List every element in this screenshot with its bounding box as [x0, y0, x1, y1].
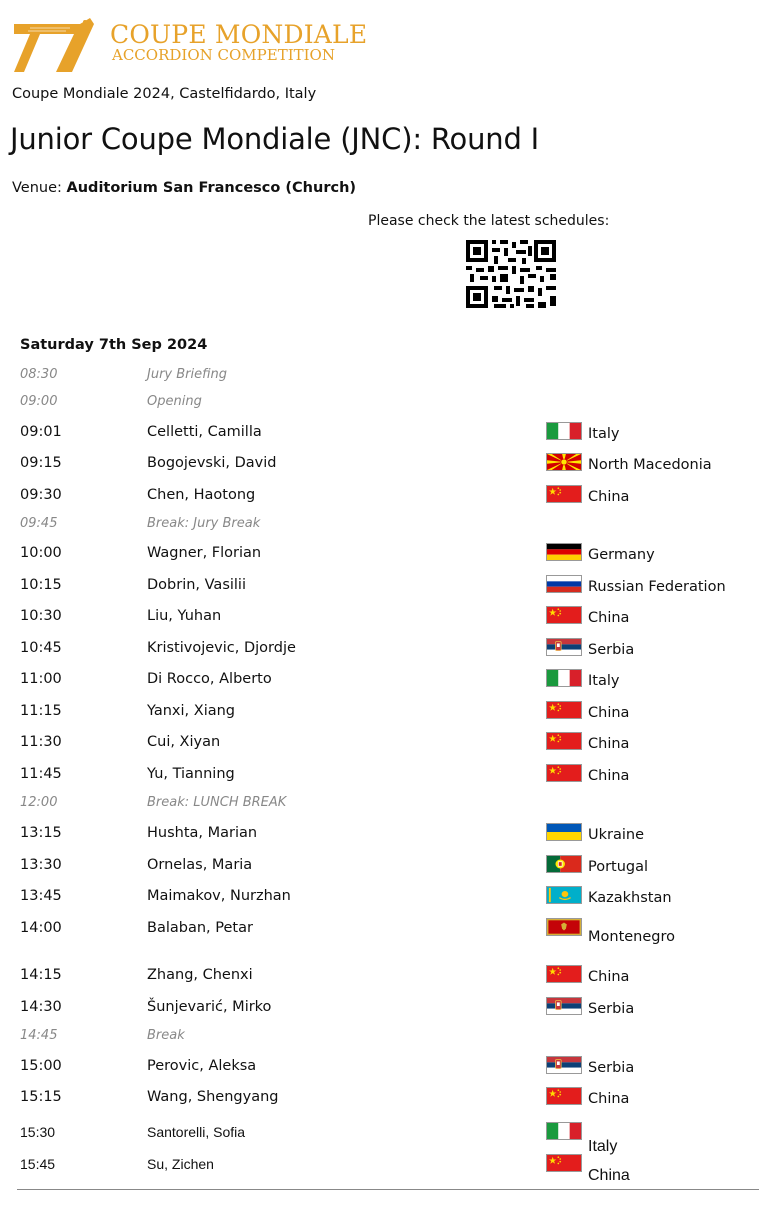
china-flag-icon — [546, 485, 582, 503]
performer-name: Yanxi, Xiang — [147, 703, 236, 719]
venue-label: Venue: — [12, 180, 62, 196]
performer-name: Wagner, Florian — [147, 545, 262, 561]
schedule-event-row — [0, 516, 760, 540]
venue-name: Auditorium San Francesco (Church) — [66, 180, 357, 196]
performer-row — [0, 920, 760, 944]
performer-row — [0, 577, 760, 601]
page-title: Junior Coupe Mondiale (JNC): Round I — [10, 122, 540, 156]
performer-row — [0, 671, 760, 695]
performer-row — [0, 703, 760, 727]
bottom-divider — [17, 1189, 759, 1190]
performer-name: Chen, Haotong — [147, 487, 256, 503]
performer-row — [0, 545, 760, 569]
performer-row — [0, 424, 760, 448]
performer-row — [0, 1156, 760, 1184]
kazakhstan-flag-icon — [546, 886, 582, 904]
accordion-logo-icon — [10, 14, 100, 72]
performer-name: Wang, Shengyang — [147, 1089, 279, 1105]
serbia-flag-icon — [546, 638, 582, 656]
performer-country: Italy — [588, 673, 620, 689]
china-flag-icon — [546, 701, 582, 719]
event-label: Jury Briefing — [147, 367, 228, 382]
competition-logo — [10, 14, 410, 72]
slot-time: 08:30 — [20, 367, 58, 382]
performer-row — [0, 487, 760, 511]
performer-row — [0, 455, 760, 479]
event-label: Opening — [147, 394, 202, 409]
russia-flag-icon — [546, 575, 582, 593]
slot-time: 10:30 — [20, 608, 62, 624]
china-flag-icon — [546, 764, 582, 782]
performer-country: Montenegro — [588, 929, 676, 945]
performer-country: Italy — [588, 426, 620, 442]
performer-name: Balaban, Petar — [147, 920, 253, 936]
montenegro-flag-icon — [546, 918, 582, 936]
performer-row — [0, 1058, 760, 1082]
slot-time: 14:00 — [20, 920, 62, 936]
performer-name: Zhang, Chenxi — [147, 967, 253, 983]
slot-time: 10:45 — [20, 640, 62, 656]
italy-flag-icon — [546, 1122, 582, 1140]
performer-country: Germany — [588, 547, 655, 563]
performer-country: China — [588, 1091, 630, 1107]
italy-flag-icon — [546, 669, 582, 687]
slot-time: 11:15 — [20, 703, 62, 719]
slot-time: 10:00 — [20, 545, 62, 561]
schedule-day: Saturday 7th Sep 2024 — [20, 337, 208, 353]
performer-name: Liu, Yuhan — [147, 608, 222, 624]
edition-line: Coupe Mondiale 2024, Castelfidardo, Italy — [12, 86, 317, 102]
slot-time: 15:15 — [20, 1089, 62, 1105]
performer-name: Santorelli, Sofia — [147, 1124, 246, 1140]
performer-country: North Macedonia — [588, 457, 712, 473]
slot-time: 15:45 — [20, 1156, 56, 1172]
china-flag-icon — [546, 965, 582, 983]
performer-name: Yu, Tianning — [147, 766, 235, 782]
slot-time: 12:00 — [20, 795, 58, 810]
slot-time: 13:45 — [20, 888, 62, 904]
performer-country: Serbia — [588, 1060, 635, 1076]
performer-country: Italy — [588, 1138, 618, 1155]
slot-time: 09:30 — [20, 487, 62, 503]
schedule-event-row — [0, 367, 760, 391]
performer-name: Kristivojevic, Djordje — [147, 640, 296, 656]
performer-row — [0, 967, 760, 991]
performer-country: China — [588, 969, 630, 985]
north-macedonia-flag-icon — [546, 453, 582, 471]
performer-country: Serbia — [588, 1001, 635, 1017]
slot-time: 15:00 — [20, 1058, 62, 1074]
performer-name: Cui, Xiyan — [147, 734, 221, 750]
germany-flag-icon — [546, 543, 582, 561]
performer-row — [0, 1124, 760, 1155]
performer-row — [0, 999, 760, 1023]
slot-time: 14:45 — [20, 1028, 58, 1043]
performer-row — [0, 1089, 760, 1113]
slot-time: 09:01 — [20, 424, 62, 440]
event-label: Break: Jury Break — [147, 516, 261, 531]
performer-name: Celletti, Camilla — [147, 424, 262, 440]
slot-time: 09:45 — [20, 516, 58, 531]
logo-subtitle: ACCORDION COMPETITION — [112, 46, 335, 64]
schedule-event-row — [0, 1028, 760, 1052]
china-flag-icon — [546, 1087, 582, 1105]
performer-name: Ornelas, Maria — [147, 857, 253, 873]
slot-time: 13:15 — [20, 825, 62, 841]
china-flag-icon — [546, 1154, 582, 1172]
portugal-flag-icon — [546, 855, 582, 873]
performer-row — [0, 640, 760, 664]
performer-country: Portugal — [588, 859, 649, 875]
slot-time: 09:15 — [20, 455, 62, 471]
slot-time: 11:30 — [20, 734, 62, 750]
performer-row — [0, 734, 760, 758]
logo-title: COUPE MONDIALE — [110, 20, 368, 49]
serbia-flag-icon — [546, 997, 582, 1015]
performer-name: Di Rocco, Alberto — [147, 671, 272, 687]
schedule-note: Please check the latest schedules: — [368, 213, 610, 229]
performer-name: Hushta, Marian — [147, 825, 258, 841]
schedule-event-row — [0, 394, 760, 418]
slot-time: 09:00 — [20, 394, 58, 409]
performer-name: Maimakov, Nurzhan — [147, 888, 291, 904]
slot-time: 11:00 — [20, 671, 62, 687]
performer-name: Dobrin, Vasilii — [147, 577, 246, 593]
performer-country: China — [588, 610, 630, 626]
slot-time: 13:30 — [20, 857, 62, 873]
china-flag-icon — [546, 606, 582, 624]
ukraine-flag-icon — [546, 823, 582, 841]
performer-country: Kazakhstan — [588, 890, 672, 906]
performer-country: Serbia — [588, 642, 635, 658]
performer-country: China — [588, 736, 630, 752]
performer-country: China — [588, 489, 630, 505]
performer-name: Bogojevski, David — [147, 455, 277, 471]
slot-time: 11:45 — [20, 766, 62, 782]
venue-line — [12, 180, 356, 196]
performer-row — [0, 857, 760, 881]
performer-country: Ukraine — [588, 827, 644, 843]
event-label: Break: LUNCH BREAK — [147, 795, 287, 810]
performer-row — [0, 766, 760, 790]
slot-time: 14:30 — [20, 999, 62, 1015]
slot-time: 14:15 — [20, 967, 62, 983]
qr-code-icon[interactable] — [466, 240, 556, 308]
performer-country: China — [588, 1167, 630, 1184]
performer-country: China — [588, 705, 630, 721]
performer-row — [0, 888, 760, 912]
performer-name: Perovic, Aleksa — [147, 1058, 257, 1074]
slot-time: 10:15 — [20, 577, 62, 593]
italy-flag-icon — [546, 422, 582, 440]
slot-time: 15:30 — [20, 1124, 56, 1140]
performer-row — [0, 608, 760, 632]
performer-row — [0, 825, 760, 849]
performer-country: Russian Federation — [588, 579, 726, 595]
serbia-flag-icon — [546, 1056, 582, 1074]
china-flag-icon — [546, 732, 582, 750]
performer-name: Su, Zichen — [147, 1156, 214, 1172]
performer-country: China — [588, 768, 630, 784]
schedule-event-row — [0, 795, 760, 819]
event-label: Break — [147, 1028, 185, 1043]
performer-name: Šunjevarić, Mirko — [147, 999, 272, 1015]
